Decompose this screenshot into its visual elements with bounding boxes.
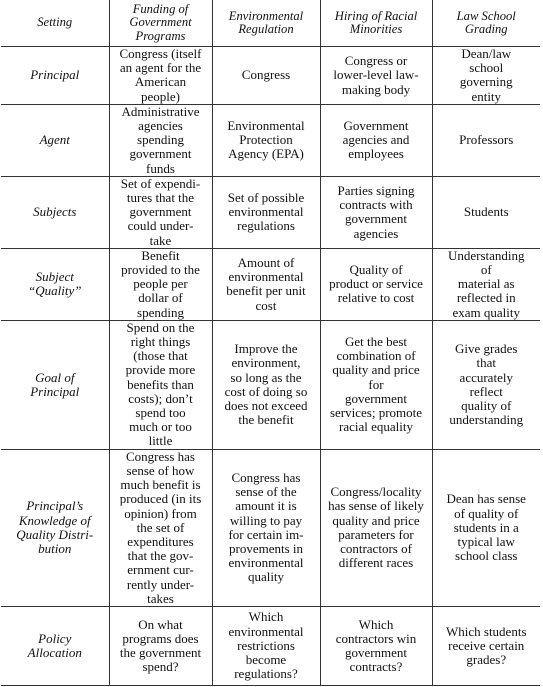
table-row xyxy=(1,320,540,449)
table-row xyxy=(1,248,540,320)
table-cell: Set of possible environmental regulations xyxy=(212,176,320,248)
table-row xyxy=(1,104,540,176)
table-cell: Give grades that accurately reflect quality of understanding xyxy=(432,320,540,449)
table-cell: Dean/law school governing entity xyxy=(432,47,540,105)
table-cell: Which contractors win government contracts? xyxy=(320,606,432,685)
table-cell: Get the best combination of quality and price for government services; promote racial equality xyxy=(320,320,432,449)
table-cell: Students xyxy=(432,176,540,248)
header-row xyxy=(1,0,540,47)
table-cell: Which environmental restrictions become regulations? xyxy=(212,606,320,685)
table-cell: Spend on the right things (those that provide more benefits than costs); don’t spend too much or too little xyxy=(109,320,212,449)
table-cell: Congress has sense of the amount it is willing to pay for certain im- provements in environmental quality xyxy=(212,449,320,606)
table-cell: Congress or lower-level law- making body xyxy=(320,47,432,105)
table-cell: On what programs does the government spend? xyxy=(109,606,212,685)
header-funding: Funding of Government Programs xyxy=(109,0,212,47)
row-label-subjects: Subjects xyxy=(1,176,109,248)
table-cell: Quality of product or service relative to cost xyxy=(320,248,432,320)
table-cell: Congress has sense of how much benefit is produced (in its opinion) from the set of expenditures that the gov- ernment cur- rently under- takes xyxy=(109,449,212,606)
header-setting: Setting xyxy=(1,0,109,47)
row-label-goal-of-principal: Goal of Principal xyxy=(1,320,109,449)
table-cell: Improve the environment, so long as the cost of doing so does not exceed the benefit xyxy=(212,320,320,449)
table-cell: Dean has sense of quality of students in a typical law school class xyxy=(432,449,540,606)
row-label-subject-quality: Subject “Quality” xyxy=(1,248,109,320)
table-cell: Amount of environmental benefit per unit cost xyxy=(212,248,320,320)
header-environmental: Environmental Regulation xyxy=(212,0,320,47)
header-law-school: Law School Grading xyxy=(432,0,540,47)
table-cell: Congress (itself an agent for the American people) xyxy=(109,47,212,105)
table-row xyxy=(1,449,540,606)
row-label-agent: Agent xyxy=(1,104,109,176)
table-cell: Benefit provided to the people per dollar of spending xyxy=(109,248,212,320)
table-cell: Parties signing contracts with government agencies xyxy=(320,176,432,248)
header-hiring: Hiring of Racial Minorities xyxy=(320,0,432,47)
table-cell: Understanding of material as reflected in exam quality xyxy=(432,248,540,320)
table-cell: Environmental Protection Agency (EPA) xyxy=(212,104,320,176)
table-row xyxy=(1,176,540,248)
table-cell: Set of expendi- tures that the government could under- take xyxy=(109,176,212,248)
table-cell: Professors xyxy=(432,104,540,176)
table-row xyxy=(1,606,540,685)
row-label-principal-knowledge: Principal’s Knowledge of Quality Distri- bution xyxy=(1,449,109,606)
row-label-principal: Principal xyxy=(1,47,109,105)
table-row xyxy=(1,47,540,105)
comparison-table xyxy=(1,0,540,686)
table-cell: Congress/locality has sense of likely quality and price parameters for contractors of different races xyxy=(320,449,432,606)
table-cell: Which students receive certain grades? xyxy=(432,606,540,685)
table-cell: Government agencies and employees xyxy=(320,104,432,176)
table-cell: Administrative agencies spending government funds xyxy=(109,104,212,176)
table-cell: Congress xyxy=(212,47,320,105)
row-label-policy-allocation: Policy Allocation xyxy=(1,606,109,685)
